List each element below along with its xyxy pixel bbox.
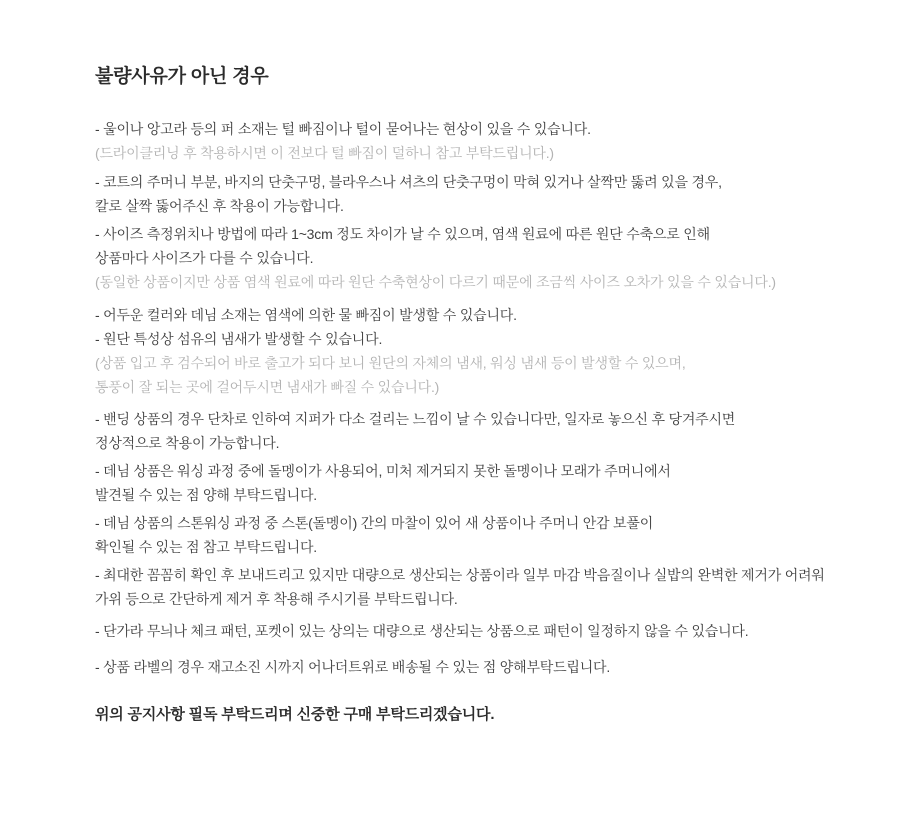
notice-line-note: (상품 입고 후 검수되어 바로 출고가 되다 보니 원단의 자체의 냄새, 워싱 냄새 등이 발생할 수 있으며,: [95, 355, 686, 371]
notice-line: - 최대한 꼼꼼히 확인 후 보내드리고 있지만 대량으로 생산되는 상품이라 일부 마감 박음질이나 실밥의 완벽한 제거가 어려워: [95, 567, 825, 583]
notice-line: - 상품 라벨의 경우 재고소진 시까지 어나더트위로 배송될 수 있는 점 양해부탁드립니다.: [95, 659, 611, 675]
notice-block-buttonholes: [95, 170, 860, 218]
notice-line: 발견될 수 있는 점 양해 부탁드립니다.: [95, 487, 317, 503]
notice-block-pattern-variance: [95, 619, 860, 643]
notice-line: 가위 등으로 간단하게 제거 후 착용해 주시기를 부탁드립니다.: [95, 591, 458, 607]
notice-line: - 밴딩 상품의 경우 단차로 인하여 지퍼가 다소 걸리는 느낌이 날 수 있습니다만, 일자로 놓으신 후 당겨주시면: [95, 411, 736, 427]
footer-note: 위의 공지사항 필독 부탁드리며 신중한 구매 부탁드리겠습니다.: [95, 706, 495, 723]
notice-block-loose-threads: [95, 563, 860, 611]
notice-block-fur-material: [95, 117, 860, 165]
notice-line-note: (드라이클리닝 후 착용하시면 이 전보다 털 빠짐이 덜하니 참고 부탁드립니다.): [95, 145, 554, 161]
notice-line-note: (동일한 상품이지만 상품 염색 원료에 따라 원단 수축현상이 다르기 때문에 조금씩 사이즈 오차가 있을 수 있습니다.): [95, 274, 776, 290]
notice-line: 칼로 살짝 뚫어주신 후 착용이 가능합니다.: [95, 198, 344, 214]
notice-line-note: 통풍이 잘 되는 곳에 걸어두시면 냄새가 빠질 수 있습니다.): [95, 379, 440, 395]
page-title: 불량사유가 아닌 경우: [95, 66, 269, 87]
notice-line: - 단가라 무늬나 체크 패턴, 포켓이 있는 상의는 대량으로 생산되는 상품으로 패턴이 일정하지 않을 수 있습니다.: [95, 623, 749, 639]
notice-line: - 어두운 컬러와 데님 소재는 염색에 의한 물 빠짐이 발생할 수 있습니다.: [95, 307, 517, 323]
notice-block-size-difference: [95, 222, 860, 294]
notice-line: - 사이즈 측정위치나 방법에 따라 1~3cm 정도 차이가 날 수 있으며, 염색 원료에 따른 원단 수축으로 인해: [95, 226, 710, 242]
notice-block-banding-zipper: [95, 407, 860, 455]
notice-line: 확인될 수 있는 점 참고 부탁드립니다.: [95, 539, 317, 555]
notice-line: - 울이나 앙고라 등의 퍼 소재는 털 빠짐이나 털이 묻어나는 현상이 있을 수 있습니다.: [95, 121, 591, 137]
notice-line: 정상적으로 착용이 가능합니다.: [95, 435, 280, 451]
notice-line: - 데님 상품은 워싱 과정 중에 돌멩이가 사용되어, 미처 제거되지 못한 돌멩이나 모래가 주머니에서: [95, 463, 671, 479]
notice-line: 상품마다 사이즈가 다를 수 있습니다.: [95, 250, 314, 266]
notice-line: - 원단 특성상 섬유의 냄새가 발생할 수 있습니다.: [95, 331, 383, 347]
notice-block-dye-and-odor: [95, 303, 860, 399]
notice-block-denim-stones: [95, 459, 860, 507]
notice-line: - 데님 상품의 스톤워싱 과정 중 스톤(돌멩이) 간의 마찰이 있어 새 상품이나 주머니 안감 보풀이: [95, 515, 654, 531]
notice-block-label: [95, 655, 860, 679]
notice-line: - 코트의 주머니 부분, 바지의 단춧구멍, 블라우스나 셔츠의 단춧구멍이 막혀 있거나 살짝만 뚫려 있을 경우,: [95, 174, 722, 190]
notice-block-stonewash-lint: [95, 511, 860, 559]
